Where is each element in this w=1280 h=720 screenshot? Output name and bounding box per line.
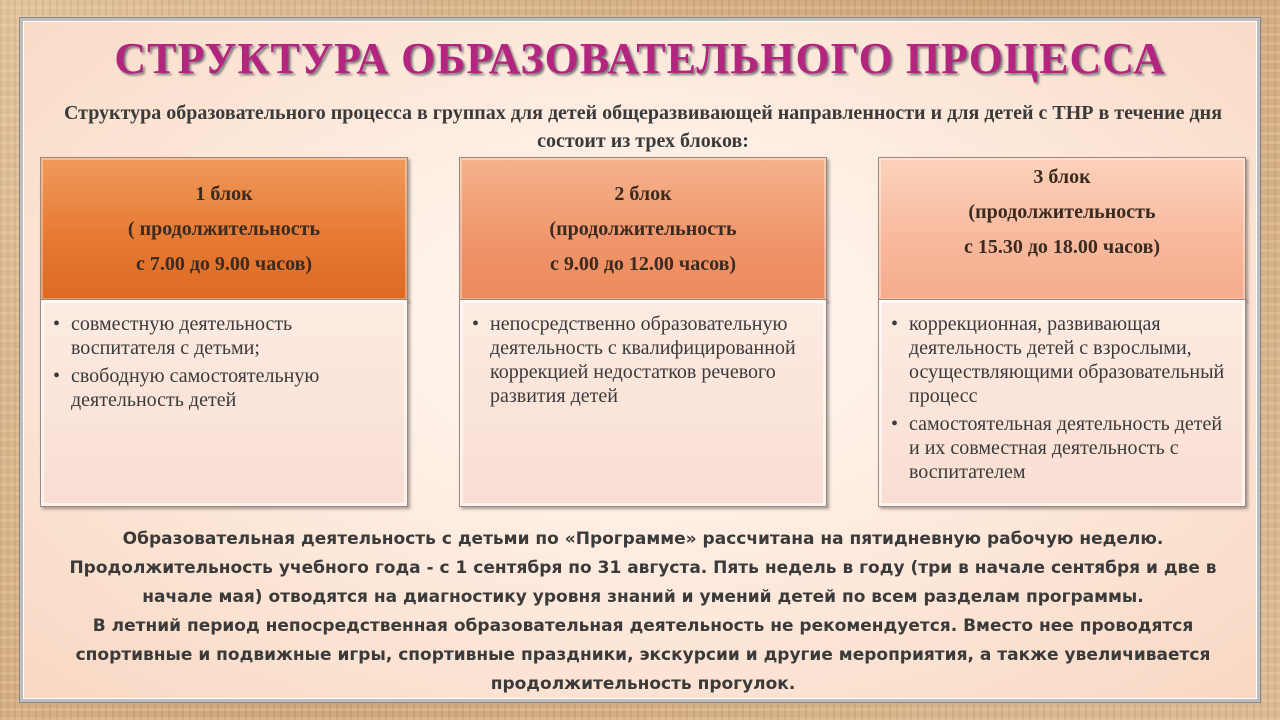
block-3-title: 3 блок xyxy=(1033,166,1091,188)
block-3-header xyxy=(878,157,1246,301)
block-2-title: 2 блок xyxy=(614,182,672,205)
page-title: СТРУКТУРА ОБРАЗОВАТЕЛЬНОГО ПРОЦЕССА xyxy=(114,34,1166,83)
block-3-duration-label: (продолжительность xyxy=(968,201,1156,223)
block-1 xyxy=(40,157,408,507)
list-item: • свободную самостоятельную деятельность детей xyxy=(51,364,397,412)
footer-paragraph: В летний период непосредственная образовательная деятельность не рекомендуется. Вместо нее проводятся спортивные и подвижные игры, спортивные праздники, экскурсии и другие мероприятия, а также увеличивается продолжительность прогулок. xyxy=(75,616,1211,694)
list-item: • непосредственно образовательную деятельность с квалифицированной коррекцией недостатков речевого развития детей xyxy=(470,312,816,408)
slide-frame xyxy=(20,18,1260,702)
block-3-time: с 15.30 до 18.00 часов) xyxy=(963,236,1161,258)
block-2-duration-label: (продолжительность xyxy=(549,217,737,240)
intro-text: Структура образовательного процесса в группах для детей общеразвивающей направленности и для детей с ТНР в течение дня состоит из трех блоков: xyxy=(63,102,1223,152)
block-2-header xyxy=(459,157,827,301)
footer-text xyxy=(33,525,1253,699)
block-1-duration-label: ( продолжительность xyxy=(127,217,321,240)
list-item: • самостоятельная деятельность детей и их совместная деятельность с воспитателем xyxy=(889,412,1235,484)
block-2-body xyxy=(459,299,827,507)
block-3-list xyxy=(889,312,1235,484)
block-3 xyxy=(878,157,1246,507)
footer-paragraph: Образовательная деятельность с детьми по «Программе» рассчитана на пятидневную рабочую неделю. xyxy=(122,529,1164,549)
block-1-time: с 7.00 до 9.00 часов) xyxy=(135,252,313,275)
block-1-list xyxy=(51,312,397,412)
block-1-header xyxy=(40,157,408,301)
footer-paragraph: Продолжительность учебного года - с 1 сентября по 31 августа. Пять недель в году (три в начале сентября и две в начале мая) отводятся на диагностику уровня знаний и умений детей по всем разделам программы. xyxy=(69,558,1217,607)
block-1-body xyxy=(40,299,408,507)
list-item: • коррекционная, развивающая деятельность детей с взрослыми, осуществляющими образовательный процесс xyxy=(889,312,1235,408)
list-item: • совместную деятельность воспитателя с детьми; xyxy=(51,312,397,360)
block-2-list xyxy=(470,312,816,408)
block-2 xyxy=(459,157,827,507)
block-1-title: 1 блок xyxy=(195,182,253,205)
block-3-body xyxy=(878,299,1246,507)
block-2-time: с 9.00 до 12.00 часов) xyxy=(549,252,737,275)
